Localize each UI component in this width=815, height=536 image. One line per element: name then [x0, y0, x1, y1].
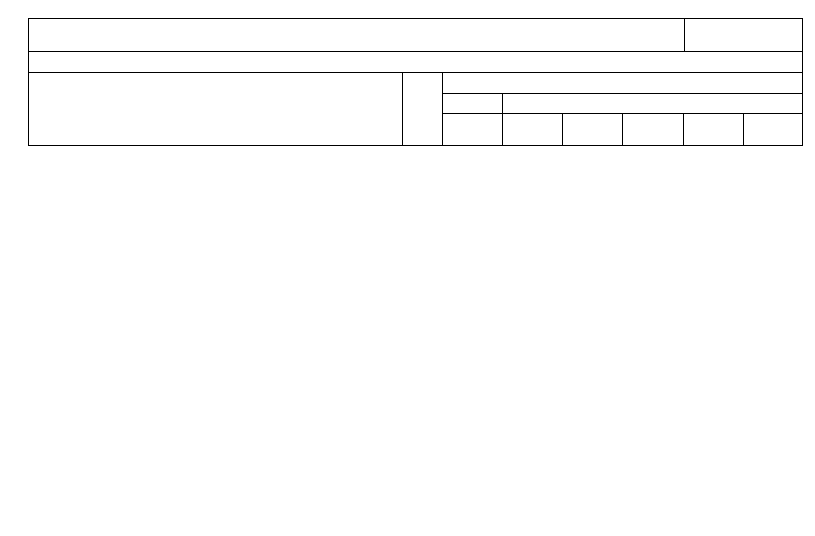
header-hline-units — [442, 93, 803, 94]
header-divider-y3 — [562, 113, 563, 146]
header-divider-y5 — [683, 113, 684, 146]
header-divider-real — [502, 93, 503, 146]
header-divider-concept — [402, 72, 403, 146]
header-divider-y4 — [622, 113, 623, 146]
entity-bar — [28, 51, 803, 73]
header-divider-clave — [442, 72, 443, 146]
ficha-box — [684, 18, 803, 52]
header-block — [28, 72, 803, 146]
header-divider-y6 — [743, 113, 744, 146]
